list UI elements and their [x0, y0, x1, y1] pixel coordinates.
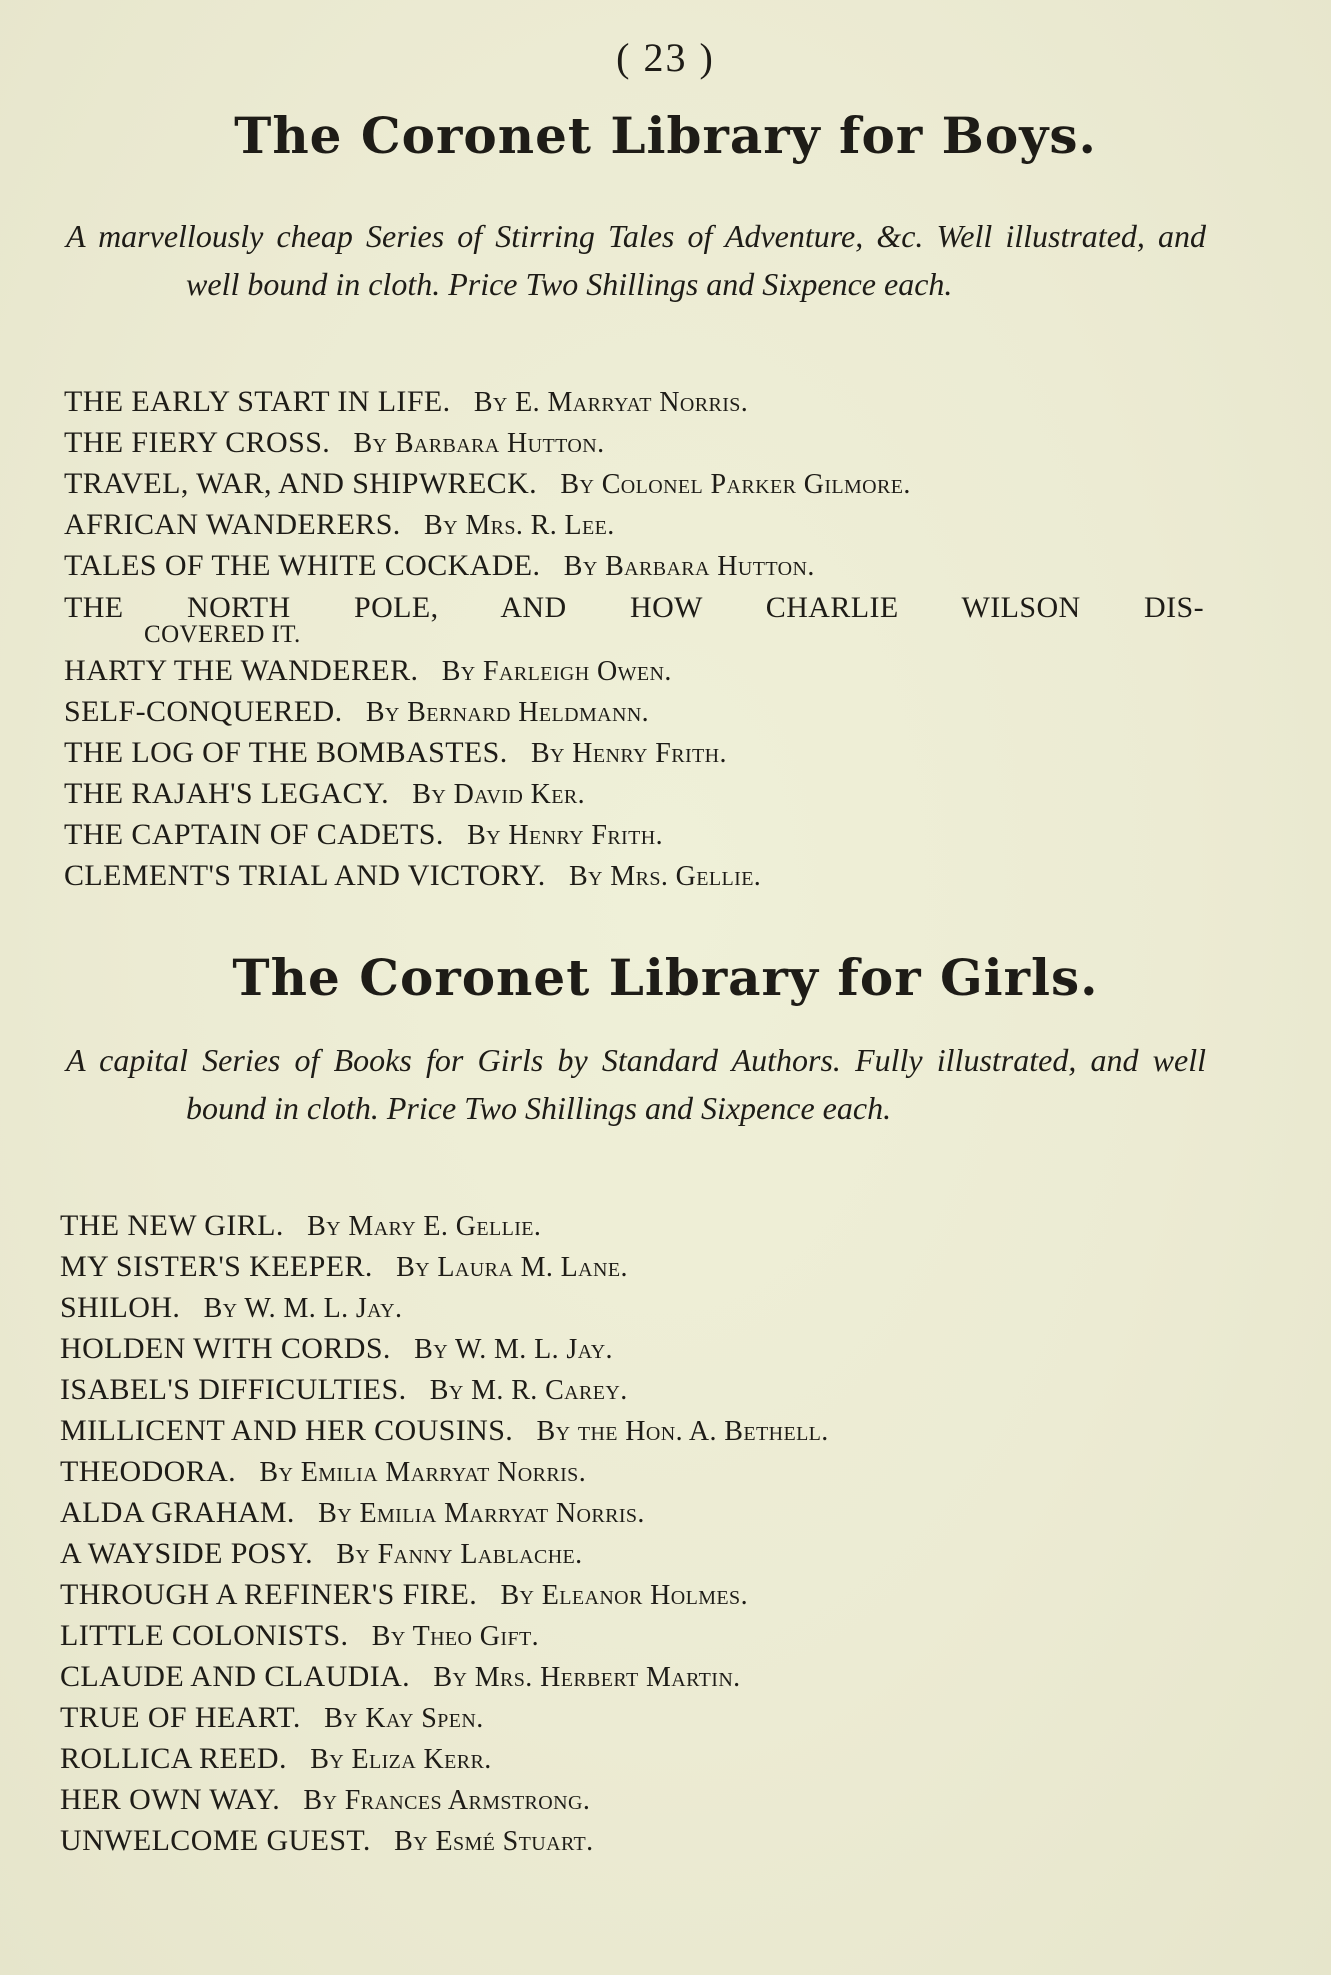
book-author: By Frances Armstrong.	[303, 1785, 591, 1816]
book-list-item	[60, 1206, 1200, 1247]
book-author: By Henry Frith.	[530, 738, 727, 769]
book-author: By Henry Frith.	[467, 820, 663, 851]
book-list-item	[64, 774, 1204, 815]
book-title: LITTLE COLONISTS.	[60, 1619, 349, 1652]
book-title: THROUGH A REFINER'S FIRE.	[60, 1578, 478, 1611]
book-title: CLEMENT'S TRIAL AND VICTORY.	[64, 859, 546, 892]
book-title: SHILOH.	[60, 1291, 181, 1324]
boys-book-list	[64, 382, 1204, 897]
book-author: By Kay Spen.	[324, 1703, 484, 1734]
book-title: AFRICAN WANDERERS.	[64, 508, 401, 541]
book-author: By David Ker.	[412, 779, 586, 810]
book-list-item	[64, 423, 1204, 464]
page-number: ( 23 )	[616, 35, 715, 80]
book-list-item	[60, 1575, 1200, 1616]
book-author: By Emilia Marryat Norris.	[259, 1457, 587, 1488]
book-author: By Esmé Stuart.	[394, 1826, 594, 1857]
book-author: By Mrs. Gellie.	[568, 861, 762, 892]
book-list-item	[64, 587, 1204, 651]
book-author: By Mary E. Gellie.	[307, 1211, 542, 1242]
book-title: TALES OF THE WHITE COCKADE.	[64, 549, 541, 582]
book-author: By Mrs. R. Lee.	[424, 510, 615, 541]
boys-series-description: A marvellously cheap Series of Stirring Tales of Adventure, &c. Well illustrated, and well bound in cloth. Price Two Shillings and Sixpence each.	[66, 218, 1206, 302]
book-author: By M. R. Carey.	[429, 1375, 628, 1406]
book-list-item	[60, 1329, 1200, 1370]
book-title: ROLLICA REED.	[60, 1742, 287, 1775]
girls-section-heading: The Coronet Library for Girls.	[232, 948, 1099, 1007]
boys-section-heading: The Coronet Library for Boys.	[234, 106, 1097, 165]
book-list-item	[64, 505, 1204, 546]
book-list-item	[60, 1534, 1200, 1575]
book-author: By Eleanor Holmes.	[500, 1580, 748, 1611]
book-list-item	[60, 1821, 1200, 1862]
book-list-item	[60, 1616, 1200, 1657]
book-title: HER OWN WAY.	[60, 1783, 281, 1816]
book-list-item	[60, 1780, 1200, 1821]
book-title: THEODORA.	[60, 1455, 237, 1488]
book-title: THE FIERY CROSS.	[64, 426, 331, 459]
book-list-item	[64, 651, 1204, 692]
book-list-item	[60, 1698, 1200, 1739]
book-title: ISABEL'S DIFFICULTIES.	[60, 1373, 407, 1406]
book-title-continuation: COVERED IT.	[144, 621, 301, 648]
book-list-item	[60, 1657, 1200, 1698]
book-author: By W. M. L. Jay.	[414, 1334, 613, 1365]
book-list-item	[60, 1411, 1200, 1452]
book-title: TRUE OF HEART.	[60, 1701, 301, 1734]
book-title: THE RAJAH'S LEGACY.	[64, 777, 389, 810]
book-author: By Barbara Hutton.	[563, 551, 815, 582]
book-list-item	[60, 1493, 1200, 1534]
book-list-item	[60, 1288, 1200, 1329]
book-title: TRAVEL, WAR, AND SHIPWRECK.	[64, 467, 538, 500]
book-title: SELF-CONQUERED.	[64, 695, 343, 728]
book-list-item	[64, 382, 1204, 423]
book-title: HOLDEN WITH CORDS.	[60, 1332, 391, 1365]
book-title: MY SISTER'S KEEPER.	[60, 1250, 373, 1283]
book-title: CLAUDE AND CLAUDIA.	[60, 1660, 411, 1693]
book-author: By E. Marryat Norris.	[473, 387, 749, 418]
book-title: MILLICENT AND HER COUSINS.	[60, 1414, 514, 1447]
book-author: By Mrs. Herbert Martin.	[433, 1662, 741, 1693]
book-title: ALDA GRAHAM.	[60, 1496, 295, 1529]
book-list-item	[64, 692, 1204, 733]
book-author: By Colonel Parker Gilmore.	[560, 469, 911, 500]
book-title: HARTY THE WANDERER.	[64, 654, 419, 687]
book-author: By W. M. L. Jay.	[203, 1293, 403, 1324]
girls-book-list	[60, 1206, 1200, 1862]
book-list-item	[64, 464, 1204, 505]
book-list-item	[60, 1739, 1200, 1780]
book-title: UNWELCOME GUEST.	[60, 1824, 371, 1857]
girls-series-description: A capital Series of Books for Girls by Standard Authors. Fully illustrated, and well bound in cloth. Price Two Shillings and Sixpence each.	[66, 1042, 1206, 1126]
book-title: A WAYSIDE POSY.	[60, 1537, 314, 1570]
book-title: THE LOG OF THE BOMBASTES.	[64, 736, 508, 769]
book-list-item	[60, 1370, 1200, 1411]
book-author: By Bernard Heldmann.	[365, 697, 650, 728]
book-author: By Barbara Hutton.	[353, 428, 605, 459]
book-list-item	[64, 815, 1204, 856]
book-author: By Farleigh Owen.	[441, 656, 672, 687]
book-author: By Eliza Kerr.	[310, 1744, 492, 1775]
book-author: By Laura M. Lane.	[396, 1252, 628, 1283]
book-author: By Emilia Marryat Norris.	[318, 1498, 645, 1529]
book-title: THE NORTH POLE, AND HOW CHARLIE WILSON DIS-	[64, 591, 1204, 624]
book-author: By Theo Gift.	[371, 1621, 539, 1652]
book-list-item	[64, 546, 1204, 587]
book-list-item	[60, 1452, 1200, 1493]
book-list-item	[64, 856, 1204, 897]
book-author: By the Hon. A. Bethell.	[536, 1416, 829, 1447]
book-list-item	[60, 1247, 1200, 1288]
book-title: THE NEW GIRL.	[60, 1209, 284, 1242]
book-author: By Fanny Lablache.	[336, 1539, 583, 1570]
book-title: THE CAPTAIN OF CADETS.	[64, 818, 444, 851]
book-title: THE EARLY START IN LIFE.	[64, 385, 451, 418]
book-list-item	[64, 733, 1204, 774]
